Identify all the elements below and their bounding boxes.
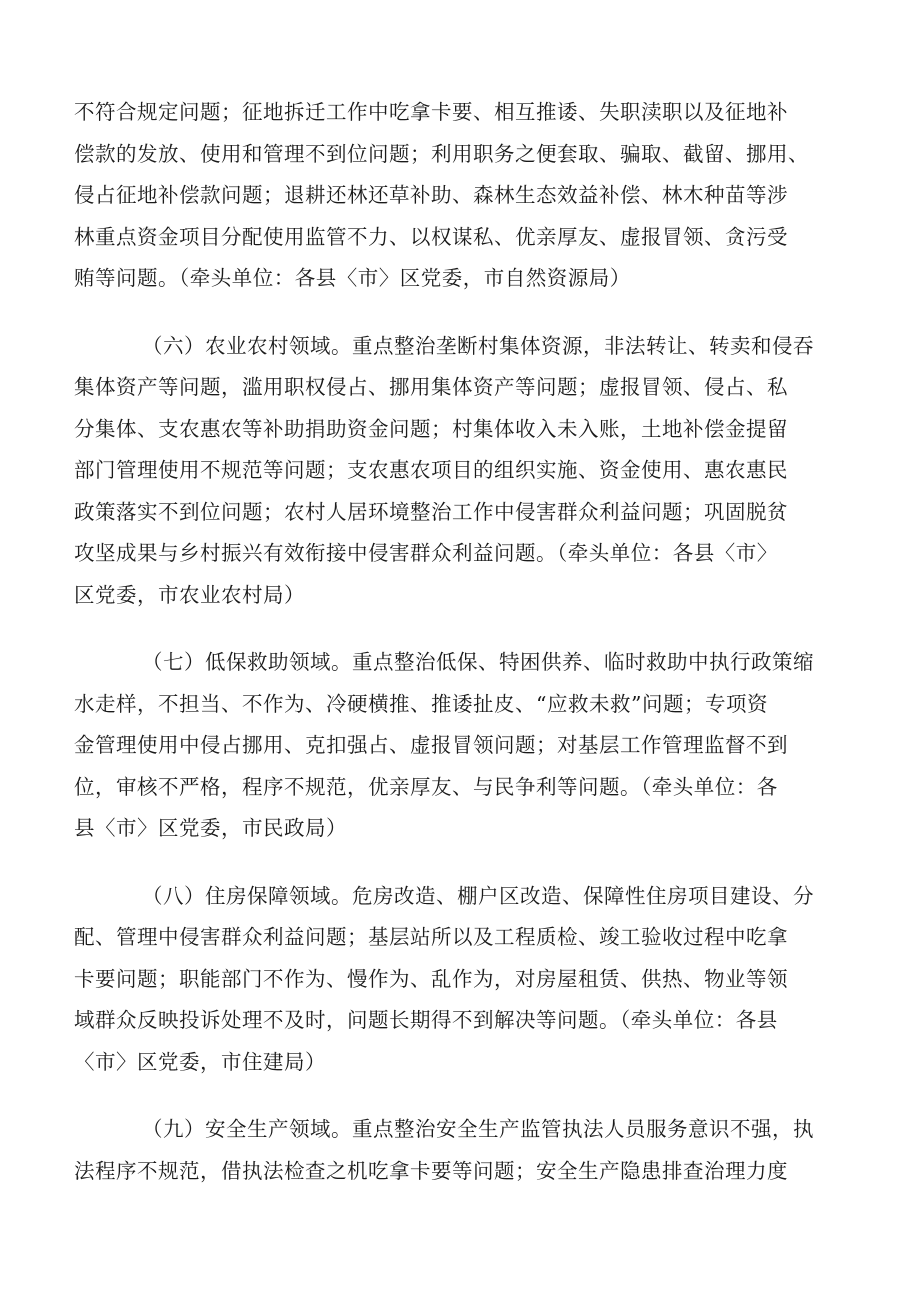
paragraph-p-six [74,326,874,617]
text-line: 县〈市〉区党委，市民政局） [74,816,347,840]
text-line: 偿款的发放、使用和管理不到位问题；利用职务之便套取、骗取、截留、挪用、 [74,141,809,166]
text-line: 分集体、支农惠农等补助捐助资金问题；村集体收入未入账，土地补偿金提留 [74,416,788,441]
text-line: 域群众反映投诉处理不及时，问题长期得不到解决等问题。（牵头单位：各县 [74,1008,778,1032]
document-body [74,92,874,1218]
text-line: 不符合规定问题；征地拆迁工作中吃拿卡要、相互推诿、失职渎职以及征地补 [74,100,788,124]
text-line: 卡要问题；职能部门不作为、慢作为、乱作为，对房屋租赁、供热、物业等领 [74,966,788,991]
text-line: 位，审核不严格，程序不规范，优亲厚友、与民争利等问题。（牵头单位：各 [74,774,778,799]
text-line: （八）住房保障领域。危房改造、棚户区改造、保障性住房项目建设、分 [142,883,814,908]
text-line: 配、管理中侵害群众利益问题；基层站所以及工程质检、竣工验收过程中吃拿 [74,925,788,949]
text-line: 部门管理使用不规范等问题；支农惠农项目的组织实施、资金使用、惠农惠民 [74,458,788,482]
paragraph-p-continuation [74,92,874,300]
paragraph-p-eight [74,876,874,1084]
text-line: （九）安全生产领域。重点整治安全生产监管执法人员服务意识不强，执 [142,1117,814,1141]
text-line: 水走样，不担当、不作为、冷硬横推、推诿扯皮、“应救未救”问题；专项资 [74,691,768,716]
text-line: 政策落实不到位问题；农村人居环境整治工作中侵害群众利益问题；巩固脱贫 [74,499,788,524]
text-line: 攻坚成果与乡村振兴有效衔接中侵害群众利益问题。（牵头单位：各县〈市〉 [74,541,778,565]
text-line: （七）低保救助领域。重点整治低保、特困供养、临时救助中执行政策缩 [142,650,814,674]
text-line: 贿等问题。（牵头单位：各县〈市〉区党委，市自然资源局） [74,266,631,290]
text-line: 林重点资金项目分配使用监管不力、以权谋私、优亲厚友、虚报冒领、贪污受 [74,224,788,249]
text-line: （六）农业农村领域。重点整治垄断村集体资源，非法转让、转卖和侵吞 [142,333,814,358]
text-line: 侵占征地补偿款问题；退耕还林还草补助、森林生态效益补偿、林木种苗等涉 [74,183,788,207]
text-line: 区党委，市农业农村局） [74,582,305,607]
text-line: 法程序不规范，借执法检查之机吃拿卡要等问题；安全生产隐患排查治理力度 [74,1158,788,1183]
text-line: 金管理使用中侵占挪用、克扣强占、虚报冒领问题；对基层工作管理监督不到 [74,733,788,757]
paragraph-p-seven [74,642,874,850]
text-line: 集体资产等问题，滥用职权侵占、挪用集体资产等问题；虚报冒领、侵占、私 [74,375,788,399]
text-line: 〈市〉区党委，市住建局） [74,1049,326,1074]
paragraph-p-nine [74,1109,874,1192]
